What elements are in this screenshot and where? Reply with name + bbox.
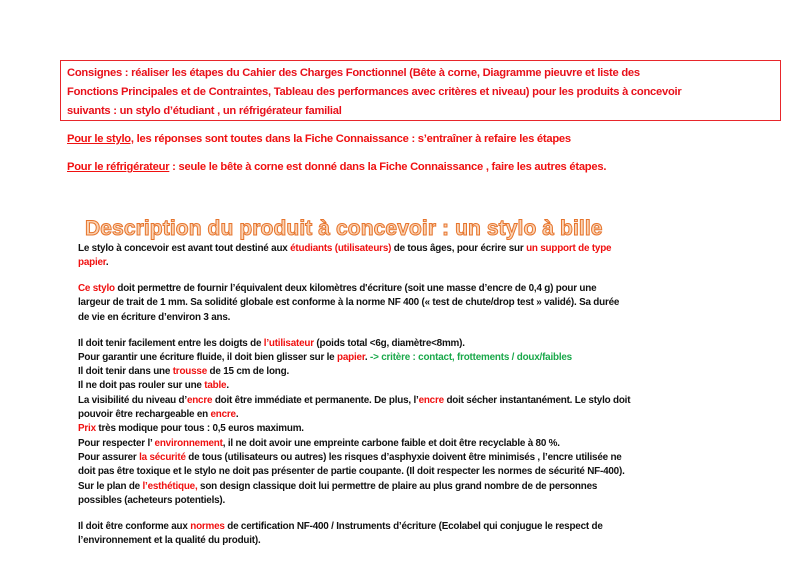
text-segment: de 15 cm de long.: [207, 366, 290, 378]
text-segment: son design classique doit lui permettre de plaire au plus grand nombre de de personnes: [197, 480, 598, 492]
text-segment: (poids total <6g, diamètre<8mm).: [313, 337, 465, 349]
description-line: [78, 352, 572, 363]
text-segment: pouvoir être rechargeable en: [78, 409, 211, 420]
text-segment: largeur de trait de 1 mm. Sa solidité globale est conforme à la norme NF 400 (« test de chute/drop test » validé). Sa durée: [78, 297, 620, 309]
text-segment: .: [105, 257, 109, 269]
description-line: [78, 395, 630, 406]
description-line: [78, 243, 611, 254]
text-segment: Le stylo à concevoir est avant tout destiné aux: [78, 243, 291, 254]
text-segment: .: [364, 351, 371, 363]
highlighted-term: Ce stylo: [78, 283, 115, 295]
text-segment: , il ne doit avoir une empreinte carbone faible et doit être recyclable à 80 %.: [222, 437, 560, 449]
description-line: [78, 495, 225, 506]
description-line: [78, 338, 465, 349]
description-line: [78, 481, 597, 492]
description-line: [78, 521, 603, 532]
description-line: [78, 423, 304, 434]
text-segment: possibles (acheteurs potentiels).: [78, 494, 226, 506]
description-line: [78, 257, 108, 268]
description-line: [78, 409, 238, 420]
underlined-heading: Pour le réfrigérateur: [67, 161, 170, 173]
text-segment: doit permettre de fournir l’équivalent deux kilomètres d'écriture (soit une masse d’encre de 0,4 g) pour une: [114, 283, 597, 295]
highlighted-term: table: [204, 380, 227, 392]
description-line: [78, 535, 261, 546]
description-line: [78, 438, 560, 449]
criterion-note: -> critère : contact, frottements / doux/faibles: [370, 351, 572, 363]
text-segment: .: [226, 380, 229, 392]
description-line: [78, 466, 625, 477]
text-segment: doit être immédiate et permanente. De plus, l’: [212, 394, 419, 406]
highlighted-term: encre: [418, 394, 444, 406]
text-segment: Il doit tenir dans une: [78, 366, 173, 378]
text-segment: Sur le plan de: [78, 480, 143, 492]
description-line: [78, 312, 230, 323]
text-segment: de tous âges, pour écrire sur: [391, 243, 527, 254]
text-segment: suivants : un stylo d’étudiant , un réfrigérateur familial: [67, 105, 342, 117]
highlighted-term: la sécurité: [139, 451, 186, 463]
text-segment: Consignes : réaliser les étapes du Cahier des Charges Fonctionnel (Bête à corne, Diagramme pieuvre et liste des: [67, 67, 640, 79]
text-segment: doit sécher instantanément. Le stylo doit: [443, 394, 631, 406]
highlighted-term: encre: [186, 394, 213, 406]
highlighted-term: trousse: [172, 366, 207, 378]
text-segment: Il ne doit pas rouler sur une: [78, 380, 205, 392]
instruction-line: [67, 105, 342, 117]
text-segment: très modique pour tous : 0,5 euros maximum.: [95, 423, 304, 435]
text-segment: de tous (utilisateurs ou autres) les risques d’asphyxie doivent être minimisés , l’encre utilisée ne: [185, 451, 622, 463]
highlighted-term: environnement: [154, 437, 223, 449]
text-segment: La visibilité du niveau d’: [78, 394, 187, 406]
description-line: [78, 452, 622, 463]
instruction-line: [67, 86, 682, 98]
text-segment: Il doit tenir facilement entre les doigts de: [78, 337, 264, 349]
description-title: Description du produit à concevoir : un stylo à bille: [85, 217, 603, 240]
highlighted-term: papier: [78, 257, 106, 269]
text-segment: .: [235, 409, 239, 420]
description-line: [78, 297, 619, 308]
highlighted-term: encre: [210, 409, 236, 420]
stylo-note: [67, 133, 571, 145]
instruction-line: [67, 67, 640, 79]
text-segment: Pour garantir une écriture fluide, il doit bien glisser sur le: [78, 351, 338, 363]
text-segment: Il doit être conforme aux: [78, 520, 191, 532]
text-segment: de certification NF-400 / Instruments d’écriture (Ecolabel qui conjugue le respect de: [224, 520, 603, 532]
text-segment: Pour respecter l’: [78, 437, 155, 449]
highlighted-term: un support de type: [526, 243, 612, 254]
highlighted-term: l’utilisateur: [263, 337, 314, 349]
text-segment: : seule le bête à corne est donné dans la Fiche Connaissance , faire les autres étapes.: [169, 161, 607, 173]
highlighted-term: étudiants (utilisateurs): [290, 243, 392, 254]
description-line: [78, 366, 289, 377]
underlined-heading: Pour le stylo,: [67, 133, 134, 145]
text-segment: de vie en écriture d’environ 3 ans.: [78, 311, 231, 323]
description-line: [78, 283, 596, 294]
highlighted-term: l’esthétique,: [142, 480, 198, 492]
text-segment: Fonctions Principales et de Contraintes, Tableau des performances avec critères et niveau) pour les produits à concevoir: [67, 86, 682, 98]
description-line: [78, 380, 229, 391]
frigo-note: [67, 161, 606, 173]
highlighted-term: Prix: [78, 423, 96, 435]
text-segment: les réponses sont toutes dans la Fiche Connaissance : s’entraîner à refaire les étapes: [133, 133, 571, 145]
text-segment: l’environnement et la qualité du produit).: [78, 534, 261, 546]
highlighted-term: normes: [190, 520, 225, 532]
highlighted-term: papier: [337, 351, 365, 363]
text-segment: doit pas être toxique et le stylo ne doit pas présenter de partie coupante. (Il doit respecter les normes de sécurité NF-400).: [78, 466, 625, 478]
text-segment: Pour assurer: [78, 451, 140, 463]
